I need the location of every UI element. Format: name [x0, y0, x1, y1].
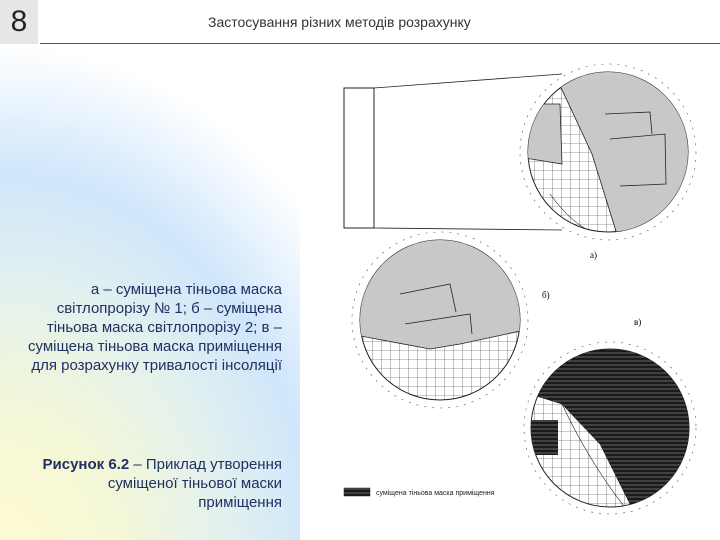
mask-circle-v [524, 342, 700, 514]
legend-label: суміщена тіньова маска приміщення [376, 490, 495, 497]
legend-swatch [344, 488, 370, 496]
figure-label: Рисунок 6.2 [42, 456, 130, 473]
label-v: в) [634, 317, 642, 327]
caption-text [20, 280, 282, 375]
mask-circle-a [500, 64, 700, 244]
label-a: а) [590, 250, 597, 260]
legend [344, 488, 495, 497]
label-b: б) [542, 290, 550, 300]
slide-number: 8 [0, 0, 38, 44]
caption-paragraph: а – суміщена тіньова маска світлопрорізу № 1; б – суміщена тіньова маска світлопрорізу 2; в – суміщена тіньова маска приміщення для розрахунку тривалості інсоляції [28, 281, 282, 374]
figure-caption [20, 455, 282, 512]
shadow-mask-diagram [300, 44, 720, 540]
figure-description: – Приклад утворення суміщеної тіньової маски приміщення [107, 456, 282, 511]
slide-title: Застосування різних методів розрахунку [208, 14, 471, 30]
mask-circle-b [350, 232, 530, 408]
